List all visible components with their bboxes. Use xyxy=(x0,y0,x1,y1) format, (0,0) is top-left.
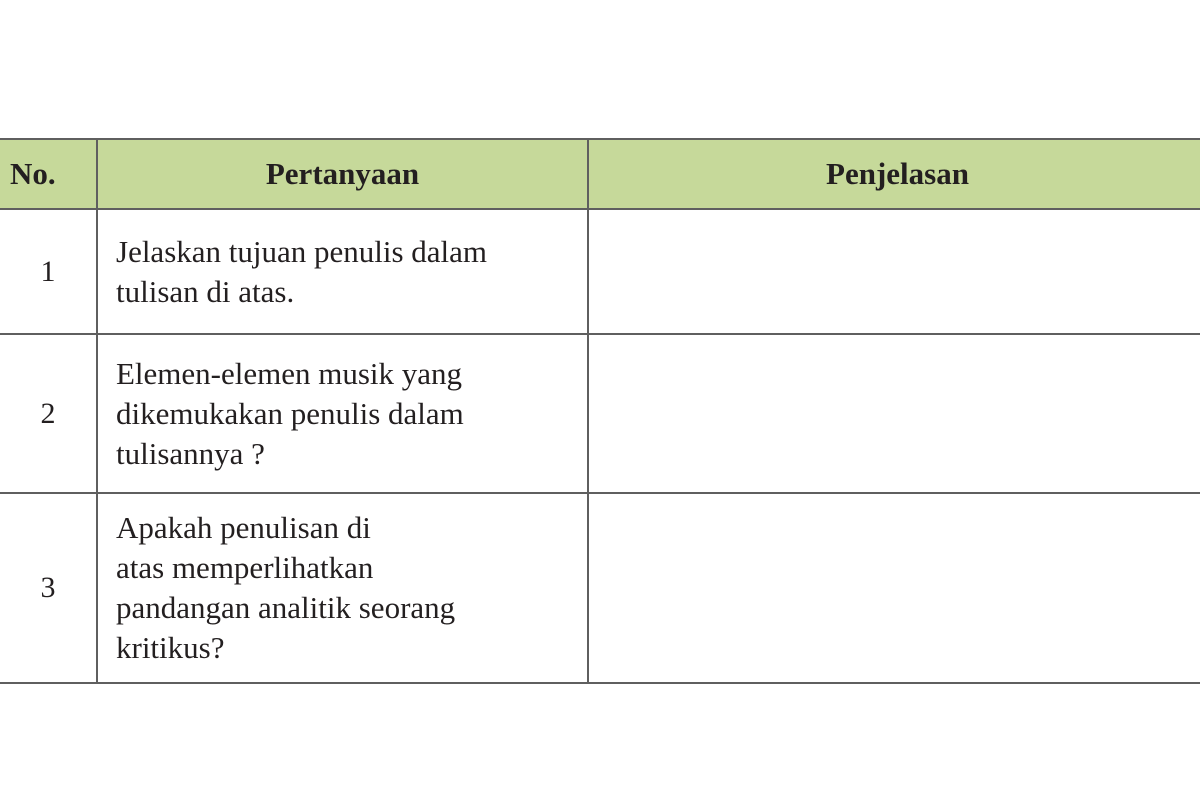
row-number: 2 xyxy=(0,334,97,493)
header-explanation: Penjelasan xyxy=(588,139,1200,209)
row-explanation[interactable] xyxy=(588,493,1200,683)
header-row xyxy=(0,139,1200,209)
row-question: Apakah penulisan di atas memperlihatkan pandangan analitik seorang kritikus? xyxy=(97,493,588,683)
row-number: 3 xyxy=(0,493,97,683)
header-no: No. xyxy=(0,139,97,209)
table-row xyxy=(0,209,1200,334)
table-header xyxy=(0,139,1200,209)
question-table xyxy=(0,138,1200,684)
table-row xyxy=(0,493,1200,683)
table-body xyxy=(0,209,1200,683)
row-explanation[interactable] xyxy=(588,334,1200,493)
row-number: 1 xyxy=(0,209,97,334)
header-question: Pertanyaan xyxy=(97,139,588,209)
row-explanation[interactable] xyxy=(588,209,1200,334)
table-row xyxy=(0,334,1200,493)
row-question: Elemen-elemen musik yang dikemukakan penulis dalam tulisannya ? xyxy=(97,334,588,493)
row-question: Jelaskan tujuan penulis dalam tulisan di atas. xyxy=(97,209,588,334)
